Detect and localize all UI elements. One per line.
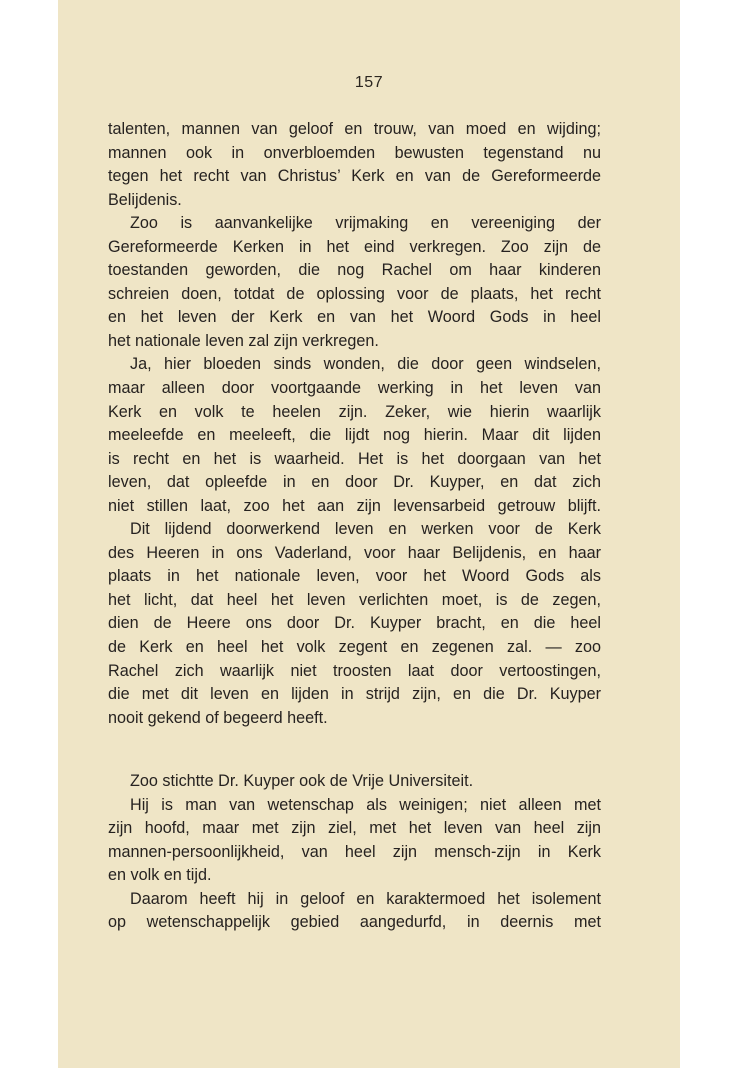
text-line: het licht, dat heel het leven verlichten moet, is de zegen,: [108, 590, 601, 609]
text-line: tegen het recht van Christus’ Kerk en van de Gereformeerde: [108, 167, 601, 186]
text-section-1: [108, 118, 601, 730]
text-line: Hij is man van wetenschap als weinigen; niet alleen met: [130, 795, 601, 814]
text-line: en volk en tijd.: [108, 866, 212, 885]
page-number: 157: [354, 74, 384, 91]
text-line: die met dit leven en lijden in strijd zijn, en die Dr. Kuyper: [108, 685, 601, 704]
text-line: plaats in het nationale leven, voor het Woord Gods als: [108, 567, 601, 586]
text-line: Belijdenis.: [108, 190, 182, 209]
text-line: schreien doen, totdat de oplossing voor de plaats, het recht: [108, 284, 601, 303]
text-line: niet stillen laat, zoo het aan zijn levensarbeid getrouw blijft.: [108, 496, 601, 515]
text-line: Rachel zich waarlijk niet troosten laat door vertoostingen,: [108, 661, 601, 680]
book-page: [58, 0, 680, 1068]
text-section-2: [108, 770, 601, 935]
text-line: de Kerk en heel het volk zegent en zegenen zal. — zoo: [108, 638, 601, 657]
text-line: leven, dat opleefde in en door Dr. Kuyper, en dat zich: [108, 473, 601, 492]
text-line: mannen-persoonlijkheid, van heel zijn mensch-zijn in Kerk: [108, 842, 601, 861]
text-line: Dit lijdend doorwerkend leven en werken voor de Kerk: [130, 520, 601, 539]
text-line: het nationale leven zal zijn verkregen.: [108, 331, 379, 350]
text-line: en het leven der Kerk en van het Woord Gods in heel: [108, 308, 601, 327]
text-line: nooit gekend of begeerd heeft.: [108, 708, 328, 727]
text-line: Kerk en volk te heelen zijn. Zeker, wie hierin waarlijk: [108, 402, 601, 421]
text-line: Gereformeerde Kerken in het eind verkregen. Zoo zijn de: [108, 237, 601, 256]
text-line: zijn hoofd, maar met zijn ziel, met het leven van heel zijn: [108, 819, 601, 838]
text-line: mannen ook in onverbloemden bewusten tegenstand nu: [108, 143, 601, 162]
text-line: is recht en het is waarheid. Het is het doorgaan van het: [108, 449, 601, 468]
text-line: Zoo is aanvankelijke vrijmaking en vereeniging der: [130, 214, 601, 233]
text-line: Daarom heeft hij in geloof en karaktermoed het isolement: [130, 889, 601, 908]
text-line: des Heeren in ons Vaderland, voor haar Belijdenis, en haar: [108, 543, 601, 562]
text-line: Zoo stichtte Dr. Kuyper ook de Vrije Universiteit.: [130, 772, 474, 790]
text-line: maar alleen door voortgaande werking in het leven van: [108, 379, 601, 398]
text-line: toestanden geworden, die nog Rachel om haar kinderen: [108, 261, 601, 280]
text-line: meeleefde en meeleeft, die lijdt nog hierin. Maar dit lijden: [108, 426, 601, 445]
text-line: op wetenschappelijk gebied aangedurfd, in deernis met: [108, 913, 601, 932]
text-line: talenten, mannen van geloof en trouw, van moed en wijding;: [108, 120, 601, 138]
text-line: dien de Heere ons door Dr. Kuyper bracht, en die heel: [108, 614, 601, 633]
text-line: Ja, hier bloeden sinds wonden, die door geen windselen,: [130, 355, 601, 374]
